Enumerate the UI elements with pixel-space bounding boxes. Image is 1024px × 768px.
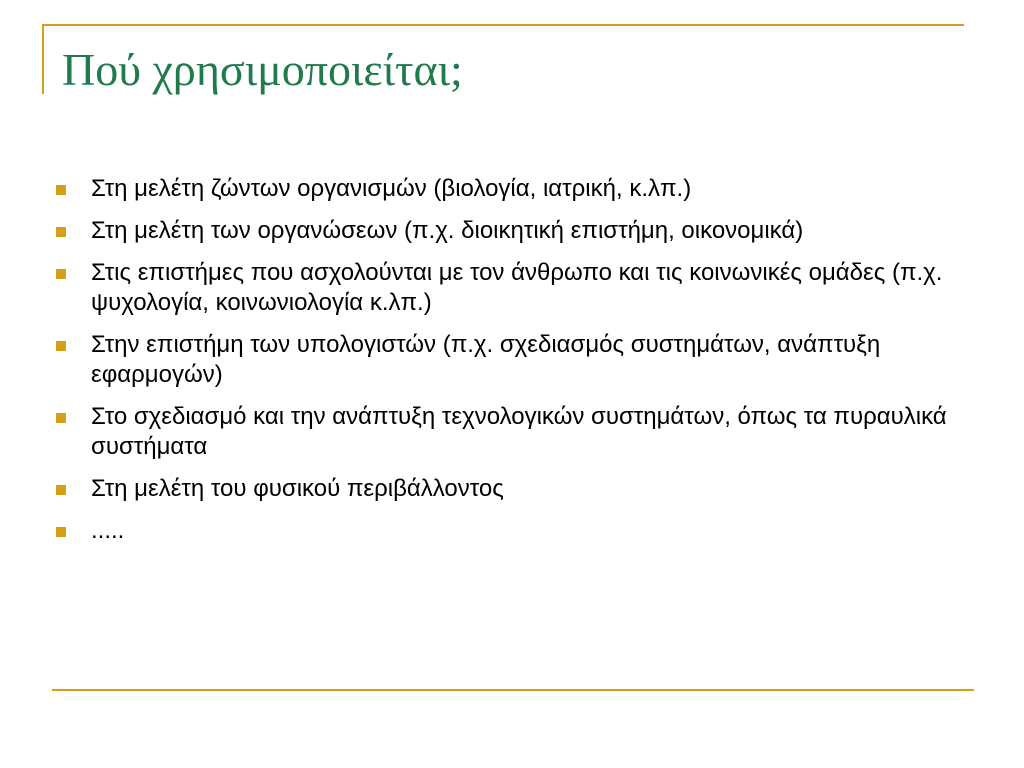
- bullet-list: [56, 174, 956, 558]
- bullet-text: Στο σχεδιασμό και την ανάπτυξη τεχνολογικών συστημάτων, όπως τα πυραυλικά συστήματα: [91, 403, 947, 460]
- square-bullet-icon: [56, 485, 66, 495]
- bullet-text: Στη μελέτη του φυσικού περιβάλλοντος: [91, 475, 504, 502]
- square-bullet-icon: [56, 527, 66, 537]
- bullet-item: [56, 402, 956, 462]
- left-border-line: [42, 24, 44, 94]
- square-bullet-icon: [56, 341, 66, 351]
- square-bullet-icon: [56, 185, 66, 195]
- square-bullet-icon: [56, 413, 66, 423]
- bullet-text: Στην επιστήμη των υπολογιστών (π.χ. σχεδιασμός συστημάτων, ανάπτυξη εφαρμογών): [91, 331, 881, 388]
- top-border-line: [42, 24, 964, 26]
- bullet-item: [56, 516, 956, 546]
- square-bullet-icon: [56, 269, 66, 279]
- square-bullet-icon: [56, 227, 66, 237]
- bullet-text: Στη μελέτη ζώντων οργανισμών (βιολογία, ιατρική, κ.λπ.): [91, 175, 692, 202]
- bullet-item: [56, 258, 956, 318]
- bullet-item: [56, 174, 956, 204]
- bullet-item: [56, 216, 956, 246]
- slide-title: Πού χρησιμοποιείται;: [62, 44, 463, 95]
- bullet-item: [56, 330, 956, 390]
- bullet-item: [56, 474, 956, 504]
- bottom-border-line: [52, 689, 974, 691]
- bullet-text: Στη μελέτη των οργανώσεων (π.χ. διοικητική επιστήμη, οικονομικά): [91, 217, 804, 244]
- bullet-text: .....: [91, 517, 125, 544]
- bullet-text: Στις επιστήμες που ασχολούνται με τον άνθρωπο και τις κοινωνικές ομάδες (π.χ. ψυχολογία, κοινωνιολογία κ.λπ.): [91, 259, 943, 316]
